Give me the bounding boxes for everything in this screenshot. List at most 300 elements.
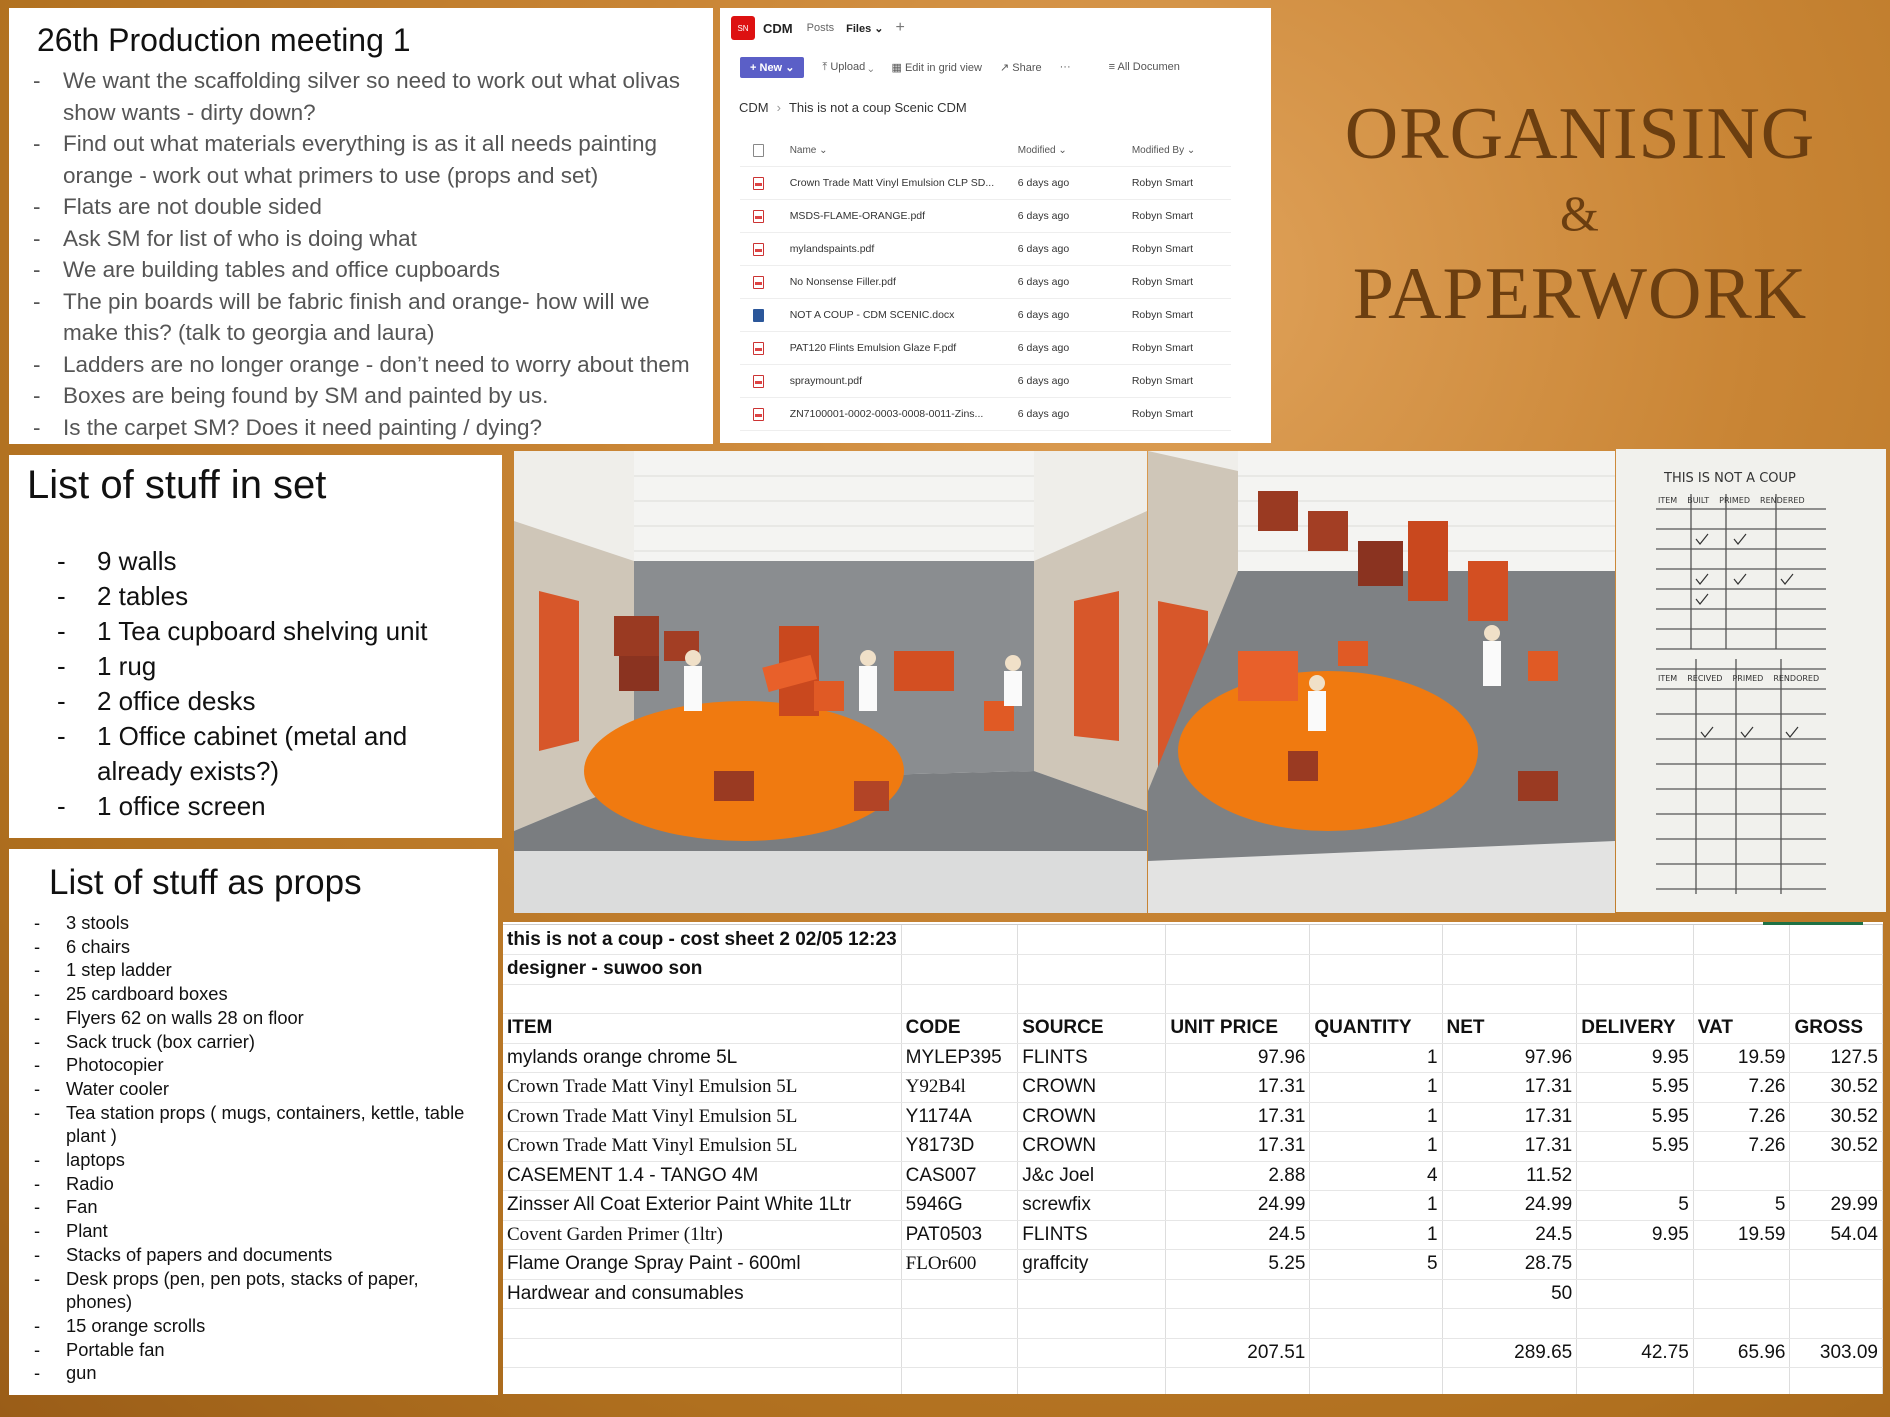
meeting-notes-panel [9, 8, 713, 444]
cell[interactable]: 50 [1442, 1279, 1577, 1309]
cell[interactable]: 5946G [901, 1191, 1018, 1221]
cell[interactable]: FLINTS [1018, 1043, 1166, 1073]
list-item: - Fan [19, 1195, 488, 1219]
pdf-icon [740, 210, 778, 223]
list-item: - Stacks of papers and documents [19, 1243, 488, 1267]
cell[interactable]: J&c Joel [1018, 1161, 1166, 1191]
cell[interactable] [1790, 1368, 1883, 1395]
cell[interactable]: PAT0503 [901, 1220, 1018, 1250]
cell[interactable]: 24.99 [1442, 1191, 1577, 1221]
cell[interactable]: 5.95 [1577, 1132, 1694, 1162]
file-modified: 6 days ago [1017, 342, 1070, 354]
total-delivery[interactable]: 42.75 [1577, 1338, 1694, 1368]
file-name[interactable]: ZN7100001-0002-0003-0008-0011-Zins... [789, 408, 984, 420]
cell[interactable]: 30.52 [1790, 1073, 1883, 1103]
cell[interactable]: FLINTS [1018, 1220, 1166, 1250]
cell[interactable] [1577, 925, 1694, 955]
file-modified-by: Robyn Smart [1131, 210, 1194, 222]
cell[interactable]: MYLEP395 [901, 1043, 1018, 1073]
cell[interactable]: Crown Trade Matt Vinyl Emulsion 5L [503, 1073, 901, 1103]
list-item: - Ladders are no longer orange - don’t need to worry about them [25, 349, 697, 381]
cell[interactable] [1693, 1161, 1790, 1191]
whiteboard-tracker-photo [1616, 449, 1886, 912]
file-modified-by: Robyn Smart [1131, 276, 1194, 288]
whiteboard-prop-headers [1658, 674, 1819, 683]
chevron-right-icon: › [776, 100, 781, 115]
column-modified-label: Modified [1017, 144, 1056, 156]
set-list-panel [9, 455, 502, 838]
cell[interactable]: Y1174A [901, 1102, 1018, 1132]
breadcrumb-root[interactable]: CDM [739, 100, 769, 115]
plus-icon: + [750, 61, 757, 74]
table-row [503, 1132, 1883, 1162]
table-row [503, 1279, 1883, 1309]
total-cell[interactable] [1018, 1338, 1166, 1368]
cell[interactable]: Hardwear and consumables [503, 1279, 901, 1309]
cell[interactable] [1310, 955, 1442, 985]
share-button[interactable] [1000, 61, 1042, 74]
cell[interactable] [1442, 984, 1577, 1014]
table-row [503, 925, 1883, 955]
file-type-header-icon[interactable] [740, 144, 778, 157]
list-item: - 1 office screen [19, 789, 492, 824]
cell[interactable]: 24.5 [1166, 1220, 1310, 1250]
model-box-illustration [1148, 451, 1615, 913]
set-list [19, 544, 492, 824]
new-button[interactable] [740, 57, 804, 78]
cell[interactable]: 7.26 [1693, 1132, 1790, 1162]
whiteboard-set-headers [1658, 496, 1805, 505]
cell[interactable] [1693, 1279, 1790, 1309]
command-bar [720, 48, 1271, 86]
tab-posts[interactable]: Posts [806, 22, 835, 34]
cell[interactable] [1577, 1279, 1694, 1309]
cell[interactable]: 97.96 [1442, 1043, 1577, 1073]
cell[interactable] [1166, 925, 1310, 955]
cell[interactable] [1790, 955, 1883, 985]
column-header[interactable]: QUANTITY [1310, 1014, 1442, 1044]
column-header[interactable]: CODE [901, 1014, 1018, 1044]
list-item: - The pin boards will be fabric finish and orange- how will we make this? (talk to georgia and laura) [25, 286, 697, 349]
cell[interactable]: 1 [1310, 1102, 1442, 1132]
cell[interactable]: 5 [1577, 1191, 1694, 1221]
list-item: - 9 walls [19, 544, 492, 579]
cell[interactable] [1166, 1309, 1310, 1339]
site-name[interactable]: CDM [763, 20, 793, 36]
whiteboard-header: RENDORED [1773, 674, 1820, 683]
list-item: - We are building tables and office cupboards [25, 254, 697, 286]
cost-sheet-spreadsheet [503, 922, 1883, 1394]
whiteboard-header: RECIVED [1687, 674, 1723, 683]
cell[interactable]: Zinsser All Coat Exterior Paint White 1Ltr [503, 1191, 901, 1221]
file-modified: 6 days ago [1017, 309, 1070, 321]
list-item: - 1 Office cabinet (metal and already exists?) [19, 719, 492, 789]
cell[interactable]: 19.59 [1693, 1043, 1790, 1073]
cell[interactable]: 1 [1310, 1220, 1442, 1250]
cell[interactable]: Y8173D [901, 1132, 1018, 1162]
table-header-row [503, 1014, 1883, 1044]
cell[interactable] [1310, 1279, 1442, 1309]
pdf-icon [740, 342, 778, 355]
list-item: - Flats are not double sided [25, 191, 697, 223]
title-ampersand: & [1560, 185, 1600, 241]
cell[interactable]: CROWN [1018, 1132, 1166, 1162]
table-row [503, 955, 1883, 985]
table-row [503, 1191, 1883, 1221]
file-name[interactable]: No Nonsense Filler.pdf [789, 276, 896, 288]
whiteboard-header: PRIMED [1732, 674, 1764, 683]
meeting-notes-title: 26th Production meeting 1 [37, 22, 411, 58]
table-row [503, 1368, 1883, 1395]
table-row [503, 1250, 1883, 1280]
list-item: - gun [19, 1361, 488, 1385]
cell[interactable] [1790, 1161, 1883, 1191]
add-tab-icon[interactable]: + [895, 19, 905, 36]
cell[interactable]: 9.95 [1577, 1220, 1694, 1250]
file-row[interactable] [740, 365, 1231, 398]
table-row [503, 1102, 1883, 1132]
totals-row [503, 1338, 1883, 1368]
cell[interactable]: Y92B4l [901, 1073, 1018, 1103]
column-header-name[interactable]: Name ⌄ [789, 144, 828, 156]
share-label: Share [1012, 61, 1042, 74]
chevron-down-icon: ⌄ [785, 61, 795, 74]
file-row[interactable] [740, 299, 1231, 332]
cell[interactable] [1442, 955, 1577, 985]
cell[interactable]: 1 [1310, 1043, 1442, 1073]
file-name[interactable]: NOT A COUP - CDM SCENIC.docx [789, 309, 955, 321]
cell[interactable]: mylands orange chrome 5L [503, 1043, 901, 1073]
list-item: - 15 orange scrolls [19, 1314, 488, 1338]
column-modified-by-label: Modified By [1131, 144, 1185, 156]
total-cell[interactable] [1310, 1338, 1442, 1368]
cell[interactable]: 7.26 [1693, 1102, 1790, 1132]
cell[interactable] [1442, 925, 1577, 955]
cell[interactable]: 29.99 [1790, 1191, 1883, 1221]
cell[interactable]: 5.95 [1577, 1073, 1694, 1103]
cell[interactable] [1018, 984, 1166, 1014]
cell[interactable] [1577, 1250, 1694, 1280]
cell[interactable] [901, 1309, 1018, 1339]
list-item: - 6 chairs [19, 935, 488, 959]
list-item: - Photocopier [19, 1053, 488, 1077]
whiteboard-header: RENDERED [1760, 496, 1805, 505]
file-name[interactable]: MSDS-FLAME-ORANGE.pdf [789, 210, 926, 222]
cell[interactable] [1693, 955, 1790, 985]
cell[interactable] [901, 955, 1018, 985]
cell[interactable] [1442, 1309, 1577, 1339]
cell[interactable] [1018, 1279, 1166, 1309]
cell[interactable]: 1 [1310, 1073, 1442, 1103]
column-header[interactable]: NET [1442, 1014, 1577, 1044]
cell[interactable]: 127.5 [1790, 1043, 1883, 1073]
cell[interactable]: CROWN [1018, 1102, 1166, 1132]
cell[interactable] [1018, 1309, 1166, 1339]
cell[interactable]: 4 [1310, 1161, 1442, 1191]
list-item: - Desk props (pen, pen pots, stacks of paper, phones) [19, 1267, 488, 1314]
cell[interactable] [1693, 925, 1790, 955]
cell[interactable]: CASEMENT 1.4 - TANGO 4M [503, 1161, 901, 1191]
cell[interactable]: Covent Garden Primer (1ltr) [503, 1220, 901, 1250]
list-item: - 2 tables [19, 579, 492, 614]
file-row[interactable] [740, 233, 1231, 266]
word-doc-icon [740, 309, 778, 322]
file-modified: 6 days ago [1017, 408, 1070, 420]
cost-table [503, 925, 1883, 1394]
breadcrumb [720, 86, 1271, 134]
title-line-paperwork: PAPERWORK [1352, 253, 1808, 335]
list-item: - Radio [19, 1172, 488, 1196]
list-item: - Ask SM for list of who is doing what [25, 223, 697, 255]
cell[interactable]: 24.99 [1166, 1191, 1310, 1221]
list-item: - Is the carpet SM? Does it need painting / dying? [25, 412, 697, 444]
total-gross[interactable]: 303.09 [1790, 1338, 1883, 1368]
sheet-title[interactable]: this is not a coup - cost sheet 2 02/05 12:23 [503, 925, 901, 955]
file-row[interactable] [740, 398, 1231, 431]
file-name[interactable]: mylandspaints.pdf [789, 243, 875, 255]
cell[interactable]: 5.25 [1166, 1250, 1310, 1280]
model-box-photo [514, 451, 1147, 913]
cell[interactable] [1018, 1368, 1166, 1395]
file-row[interactable] [740, 200, 1231, 233]
column-header[interactable]: DELIVERY [1577, 1014, 1694, 1044]
total-cell[interactable] [503, 1338, 901, 1368]
cell[interactable] [1166, 984, 1310, 1014]
new-label: New [759, 61, 783, 74]
pdf-icon [740, 276, 778, 289]
pdf-icon [740, 243, 778, 256]
table-row [503, 1220, 1883, 1250]
teams-header [720, 8, 1271, 48]
list-item: - 1 rug [19, 649, 492, 684]
cell[interactable]: 5 [1693, 1191, 1790, 1221]
table-row [503, 1309, 1883, 1339]
cell[interactable]: Crown Trade Matt Vinyl Emulsion 5L [503, 1132, 901, 1162]
cell[interactable] [1577, 955, 1694, 985]
sheet-designer[interactable]: designer - suwoo son [503, 955, 901, 985]
cell[interactable]: 30.52 [1790, 1102, 1883, 1132]
cell[interactable] [1790, 1250, 1883, 1280]
list-item: - 3 stools [19, 911, 488, 935]
whiteboard-header: ITEM [1658, 674, 1678, 683]
cell[interactable]: screwfix [1018, 1191, 1166, 1221]
file-name[interactable]: PAT120 Flints Emulsion Glaze F.pdf [789, 342, 957, 354]
file-row[interactable] [740, 332, 1231, 365]
column-header[interactable]: GROSS [1790, 1014, 1883, 1044]
cell[interactable]: 1 [1310, 1191, 1442, 1221]
file-modified-by: Robyn Smart [1131, 342, 1194, 354]
edit-grid-label: Edit in grid view [904, 61, 982, 74]
meeting-notes-list [25, 65, 697, 443]
list-item: - 25 cardboard boxes [19, 982, 488, 1006]
column-header[interactable]: ITEM [503, 1014, 901, 1044]
grid-icon: ▦ [891, 61, 902, 74]
list-item: - Tea station props ( mugs, containers, kettle, table plant ) [19, 1101, 488, 1148]
chevron-down-icon: ⌄ [874, 22, 884, 35]
cell[interactable] [1018, 955, 1166, 985]
cell[interactable] [1577, 984, 1694, 1014]
file-modified: 6 days ago [1017, 243, 1070, 255]
view-icon: ≡ [1108, 61, 1116, 73]
cell[interactable]: 17.31 [1166, 1132, 1310, 1162]
column-name-label: Name [789, 144, 817, 156]
model-box-illustration [514, 451, 1147, 913]
cell[interactable]: Flame Orange Spray Paint - 600ml [503, 1250, 901, 1280]
cell[interactable]: 28.75 [1442, 1250, 1577, 1280]
pdf-icon [740, 408, 778, 421]
column-header[interactable]: UNIT PRICE [1166, 1014, 1310, 1044]
file-list-header [740, 134, 1231, 167]
cell[interactable] [1790, 984, 1883, 1014]
cell[interactable] [1166, 955, 1310, 985]
total-unit-price[interactable]: 207.51 [1166, 1338, 1310, 1368]
cell[interactable]: graffcity [1018, 1250, 1166, 1280]
cell[interactable] [1693, 984, 1790, 1014]
cell[interactable]: 24.5 [1442, 1220, 1577, 1250]
file-modified: 6 days ago [1017, 276, 1070, 288]
whiteboard-title: THIS IS NOT A COUP [1664, 471, 1796, 486]
cell[interactable] [503, 984, 901, 1014]
tab-files-label: Files [846, 22, 872, 35]
file-name[interactable]: Crown Trade Matt Vinyl Emulsion CLP SD... [789, 177, 995, 189]
cell[interactable]: 2.88 [1166, 1161, 1310, 1191]
sharepoint-files-panel [720, 8, 1271, 443]
cell[interactable] [1577, 1368, 1694, 1395]
more-options-button[interactable]: ··· [1059, 61, 1071, 73]
cell[interactable]: 7.26 [1693, 1073, 1790, 1103]
list-item: - Flyers 62 on walls 28 on floor [19, 1006, 488, 1030]
cell[interactable] [1693, 1309, 1790, 1339]
cell[interactable]: 97.96 [1166, 1043, 1310, 1073]
view-selector[interactable] [1109, 61, 1180, 73]
file-row[interactable] [740, 167, 1231, 200]
column-header[interactable]: VAT [1693, 1014, 1790, 1044]
column-header-modified[interactable]: Modified ⌄ [1017, 144, 1067, 156]
pdf-icon [740, 375, 778, 388]
chevron-down-icon: ⌄ [868, 60, 874, 73]
cell[interactable] [901, 925, 1018, 955]
props-list-title: List of stuff as props [49, 863, 362, 902]
cell[interactable] [901, 984, 1018, 1014]
cell[interactable] [901, 1368, 1018, 1395]
cell[interactable]: 5 [1310, 1250, 1442, 1280]
file-modified: 6 days ago [1017, 375, 1070, 387]
slide-title [1290, 90, 1870, 338]
list-item: - laptops [19, 1148, 488, 1172]
list-item: - We want the scaffolding silver so need to work out what olivas show wants - dirty down? [25, 65, 697, 128]
file-modified-by: Robyn Smart [1131, 309, 1194, 321]
table-row [503, 1043, 1883, 1073]
cell[interactable]: Crown Trade Matt Vinyl Emulsion 5L [503, 1102, 901, 1132]
set-list-title: List of stuff in set [27, 463, 327, 507]
whiteboard-header: PRIMED [1719, 496, 1751, 505]
file-modified: 6 days ago [1017, 177, 1070, 189]
cell[interactable] [1790, 1309, 1883, 1339]
cell[interactable]: 30.52 [1790, 1132, 1883, 1162]
total-vat[interactable]: 65.96 [1693, 1338, 1790, 1368]
table-row [503, 984, 1883, 1014]
cell[interactable] [901, 1279, 1018, 1309]
cell[interactable]: 1 [1310, 1132, 1442, 1162]
table-row [503, 1161, 1883, 1191]
cell[interactable]: FLOr600 [901, 1250, 1018, 1280]
upload-label: Upload [830, 60, 866, 73]
cell[interactable] [503, 1368, 901, 1395]
model-box-photo [1148, 451, 1615, 913]
list-item: - 1 step ladder [19, 958, 488, 982]
pdf-icon [740, 177, 778, 190]
sheet-top-border [503, 922, 1883, 925]
file-name[interactable]: spraymount.pdf [789, 375, 863, 387]
cell[interactable]: 17.31 [1166, 1102, 1310, 1132]
cell[interactable] [1577, 1309, 1694, 1339]
cell[interactable] [1790, 925, 1883, 955]
cell[interactable] [1693, 1368, 1790, 1395]
cell[interactable] [1790, 1279, 1883, 1309]
cell[interactable] [1577, 1161, 1694, 1191]
props-list-panel [9, 849, 498, 1395]
whiteboard-header: ITEM [1658, 496, 1678, 505]
list-item: - 1 Tea cupboard shelving unit [19, 614, 492, 649]
column-header[interactable]: SOURCE [1018, 1014, 1166, 1044]
file-modified-by: Robyn Smart [1131, 408, 1194, 420]
cell[interactable] [1442, 1368, 1577, 1395]
share-icon: ↗ [999, 61, 1010, 74]
cell[interactable] [503, 1309, 901, 1339]
cell[interactable]: 17.31 [1442, 1132, 1577, 1162]
cell[interactable] [1693, 1250, 1790, 1280]
cell[interactable]: CROWN [1018, 1073, 1166, 1103]
cell[interactable] [1310, 1309, 1442, 1339]
team-logo[interactable]: SN [731, 16, 755, 40]
view-label: All Documen [1117, 61, 1180, 73]
cell[interactable]: 54.04 [1790, 1220, 1883, 1250]
cell[interactable]: 17.31 [1442, 1102, 1577, 1132]
cell[interactable]: CAS007 [901, 1161, 1018, 1191]
column-header-modified-by[interactable]: Modified By ⌄ [1131, 144, 1196, 156]
cell[interactable]: 17.31 [1442, 1073, 1577, 1103]
file-modified-by: Robyn Smart [1131, 375, 1194, 387]
cell[interactable]: 17.31 [1166, 1073, 1310, 1103]
list-item: - Find out what materials everything is as it all needs painting orange - work out what primers to use (props and set) [25, 128, 697, 191]
total-net[interactable]: 289.65 [1442, 1338, 1577, 1368]
title-line-organising: ORGANISING [1344, 93, 1816, 175]
cell[interactable] [1018, 925, 1166, 955]
cell[interactable]: 5.95 [1577, 1102, 1694, 1132]
tab-files[interactable] [846, 22, 883, 35]
total-cell[interactable] [901, 1338, 1018, 1368]
table-row [503, 1073, 1883, 1103]
list-item: - Sack truck (box carrier) [19, 1030, 488, 1054]
upload-button[interactable] [822, 61, 873, 74]
list-item: - Portable fan [19, 1338, 488, 1362]
edit-grid-button[interactable] [891, 61, 982, 74]
upload-icon: ⤒ [822, 60, 828, 73]
cell[interactable] [1310, 925, 1442, 955]
cell[interactable]: 19.59 [1693, 1220, 1790, 1250]
file-row[interactable] [740, 266, 1231, 299]
cell[interactable] [1310, 1368, 1442, 1395]
file-modified: 6 days ago [1017, 210, 1070, 222]
cell[interactable] [1310, 984, 1442, 1014]
cell[interactable] [1166, 1368, 1310, 1395]
cell[interactable]: 9.95 [1577, 1043, 1694, 1073]
breadcrumb-current: This is not a coup Scenic CDM [788, 100, 967, 115]
cell[interactable] [1166, 1279, 1310, 1309]
cell[interactable]: 11.52 [1442, 1161, 1577, 1191]
list-item: - Boxes are being found by SM and painted by us. [25, 380, 697, 412]
props-list [19, 911, 488, 1385]
